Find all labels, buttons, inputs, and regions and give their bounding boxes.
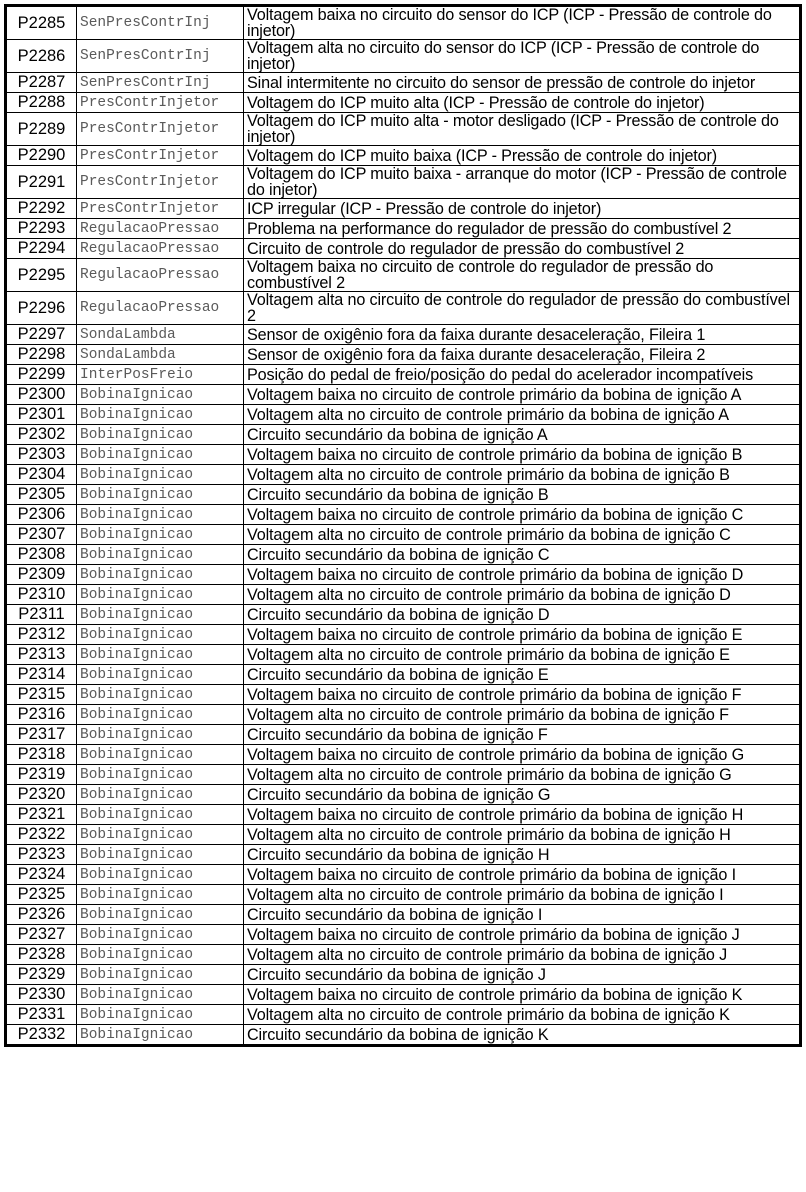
table-row <box>6 166 801 199</box>
module-name-cell: BobinaIgnicao <box>77 665 244 685</box>
dtc-code-cell: P2293 <box>6 219 77 239</box>
description-cell: Voltagem alta no circuito de controle primário da bobina de ignição H <box>244 825 801 845</box>
module-name-cell: BobinaIgnicao <box>77 965 244 985</box>
module-name-cell: SondaLambda <box>77 345 244 365</box>
dtc-code-cell: P2322 <box>6 825 77 845</box>
description-cell: Circuito secundário da bobina de ignição E <box>244 665 801 685</box>
description-cell: Voltagem baixa no circuito de controle primário da bobina de ignição D <box>244 565 801 585</box>
dtc-code-cell: P2328 <box>6 945 77 965</box>
table-row <box>6 219 801 239</box>
dtc-table-body <box>6 6 801 1046</box>
dtc-code-table <box>4 4 802 1047</box>
table-row <box>6 239 801 259</box>
dtc-code-cell: P2308 <box>6 545 77 565</box>
module-name-cell: PresContrInjetor <box>77 166 244 199</box>
module-name-cell: BobinaIgnicao <box>77 845 244 865</box>
description-cell: Voltagem baixa no circuito de controle primário da bobina de ignição F <box>244 685 801 705</box>
description-cell: Circuito secundário da bobina de ignição H <box>244 845 801 865</box>
description-cell: Voltagem baixa no circuito de controle primário da bobina de ignição I <box>244 865 801 885</box>
dtc-code-cell: P2299 <box>6 365 77 385</box>
dtc-code-cell: P2297 <box>6 325 77 345</box>
table-row <box>6 40 801 73</box>
module-name-cell: PresContrInjetor <box>77 113 244 146</box>
module-name-cell: BobinaIgnicao <box>77 905 244 925</box>
dtc-code-cell: P2294 <box>6 239 77 259</box>
table-row <box>6 365 801 385</box>
dtc-code-cell: P2295 <box>6 259 77 292</box>
description-cell: Voltagem baixa no circuito de controle primário da bobina de ignição H <box>244 805 801 825</box>
module-name-cell: RegulacaoPressao <box>77 292 244 325</box>
dtc-code-cell: P2298 <box>6 345 77 365</box>
table-row <box>6 505 801 525</box>
module-name-cell: BobinaIgnicao <box>77 765 244 785</box>
table-row <box>6 925 801 945</box>
table-row <box>6 585 801 605</box>
description-cell: Voltagem baixa no circuito de controle primário da bobina de ignição A <box>244 385 801 405</box>
table-row <box>6 845 801 865</box>
module-name-cell: BobinaIgnicao <box>77 985 244 1005</box>
module-name-cell: BobinaIgnicao <box>77 825 244 845</box>
description-cell: Voltagem alta no circuito de controle primário da bobina de ignição J <box>244 945 801 965</box>
module-name-cell: RegulacaoPressao <box>77 219 244 239</box>
dtc-code-cell: P2332 <box>6 1025 77 1046</box>
dtc-code-cell: P2302 <box>6 425 77 445</box>
dtc-code-cell: P2326 <box>6 905 77 925</box>
table-row <box>6 865 801 885</box>
module-name-cell: BobinaIgnicao <box>77 885 244 905</box>
description-cell: Voltagem alta no circuito de controle primário da bobina de ignição C <box>244 525 801 545</box>
table-row <box>6 945 801 965</box>
dtc-code-cell: P2286 <box>6 40 77 73</box>
description-cell: Circuito secundário da bobina de ignição F <box>244 725 801 745</box>
table-row <box>6 1005 801 1025</box>
description-cell: Voltagem do ICP muito baixa - arranque do motor (ICP - Pressão de controle do injetor) <box>244 166 801 199</box>
table-row <box>6 445 801 465</box>
dtc-code-cell: P2313 <box>6 645 77 665</box>
module-name-cell: BobinaIgnicao <box>77 1025 244 1046</box>
module-name-cell: RegulacaoPressao <box>77 239 244 259</box>
description-cell: Voltagem do ICP muito alta (ICP - Pressão de controle do injetor) <box>244 93 801 113</box>
dtc-code-cell: P2327 <box>6 925 77 945</box>
dtc-code-cell: P2290 <box>6 146 77 166</box>
dtc-code-cell: P2319 <box>6 765 77 785</box>
dtc-code-cell: P2301 <box>6 405 77 425</box>
dtc-code-cell: P2288 <box>6 93 77 113</box>
module-name-cell: BobinaIgnicao <box>77 585 244 605</box>
module-name-cell: InterPosFreio <box>77 365 244 385</box>
dtc-code-cell: P2300 <box>6 385 77 405</box>
dtc-code-cell: P2304 <box>6 465 77 485</box>
description-cell: Sensor de oxigênio fora da faixa durante desaceleração, Fileira 1 <box>244 325 801 345</box>
module-name-cell: BobinaIgnicao <box>77 605 244 625</box>
dtc-code-cell: P2330 <box>6 985 77 1005</box>
table-row <box>6 905 801 925</box>
module-name-cell: BobinaIgnicao <box>77 505 244 525</box>
description-cell: Voltagem baixa no circuito de controle primário da bobina de ignição G <box>244 745 801 765</box>
table-row <box>6 885 801 905</box>
description-cell: Problema na performance do regulador de pressão do combustível 2 <box>244 219 801 239</box>
description-cell: Sinal intermitente no circuito do sensor de pressão de controle do injetor <box>244 73 801 93</box>
table-row <box>6 73 801 93</box>
module-name-cell: RegulacaoPressao <box>77 259 244 292</box>
table-row <box>6 985 801 1005</box>
module-name-cell: SenPresContrInj <box>77 40 244 73</box>
description-cell: Circuito secundário da bobina de ignição I <box>244 905 801 925</box>
module-name-cell: BobinaIgnicao <box>77 865 244 885</box>
description-cell: Voltagem alta no circuito de controle primário da bobina de ignição I <box>244 885 801 905</box>
table-row <box>6 93 801 113</box>
module-name-cell: BobinaIgnicao <box>77 485 244 505</box>
table-row <box>6 825 801 845</box>
table-row <box>6 199 801 219</box>
description-cell: Voltagem baixa no circuito de controle primário da bobina de ignição J <box>244 925 801 945</box>
table-row <box>6 565 801 585</box>
dtc-code-cell: P2312 <box>6 625 77 645</box>
description-cell: Voltagem do ICP muito baixa (ICP - Pressão de controle do injetor) <box>244 146 801 166</box>
table-row <box>6 725 801 745</box>
dtc-code-cell: P2331 <box>6 1005 77 1025</box>
description-cell: Voltagem alta no circuito de controle do regulador de pressão do combustível 2 <box>244 292 801 325</box>
module-name-cell: BobinaIgnicao <box>77 545 244 565</box>
description-cell: Voltagem alta no circuito de controle primário da bobina de ignição K <box>244 1005 801 1025</box>
module-name-cell: PresContrInjetor <box>77 146 244 166</box>
module-name-cell: BobinaIgnicao <box>77 745 244 765</box>
dtc-code-cell: P2289 <box>6 113 77 146</box>
description-cell: Voltagem alta no circuito de controle primário da bobina de ignição A <box>244 405 801 425</box>
dtc-code-cell: P2296 <box>6 292 77 325</box>
description-cell: Voltagem baixa no circuito de controle do regulador de pressão do combustível 2 <box>244 259 801 292</box>
table-row <box>6 425 801 445</box>
dtc-code-cell: P2292 <box>6 199 77 219</box>
table-row <box>6 665 801 685</box>
module-name-cell: BobinaIgnicao <box>77 645 244 665</box>
description-cell: ICP irregular (ICP - Pressão de controle do injetor) <box>244 199 801 219</box>
description-cell: Circuito secundário da bobina de ignição B <box>244 485 801 505</box>
dtc-code-cell: P2315 <box>6 685 77 705</box>
module-name-cell: SenPresContrInj <box>77 73 244 93</box>
description-cell: Voltagem baixa no circuito de controle primário da bobina de ignição E <box>244 625 801 645</box>
table-row <box>6 405 801 425</box>
module-name-cell: BobinaIgnicao <box>77 1005 244 1025</box>
dtc-code-cell: P2285 <box>6 6 77 40</box>
dtc-code-cell: P2320 <box>6 785 77 805</box>
description-cell: Voltagem alta no circuito de controle primário da bobina de ignição B <box>244 465 801 485</box>
table-row <box>6 113 801 146</box>
module-name-cell: BobinaIgnicao <box>77 945 244 965</box>
table-row <box>6 345 801 365</box>
module-name-cell: BobinaIgnicao <box>77 385 244 405</box>
table-row <box>6 385 801 405</box>
description-cell: Circuito secundário da bobina de ignição K <box>244 1025 801 1046</box>
dtc-code-cell: P2287 <box>6 73 77 93</box>
description-cell: Voltagem do ICP muito alta - motor desligado (ICP - Pressão de controle do injetor) <box>244 113 801 146</box>
table-row <box>6 325 801 345</box>
module-name-cell: BobinaIgnicao <box>77 725 244 745</box>
dtc-code-cell: P2309 <box>6 565 77 585</box>
dtc-code-cell: P2317 <box>6 725 77 745</box>
module-name-cell: PresContrInjetor <box>77 199 244 219</box>
dtc-code-cell: P2325 <box>6 885 77 905</box>
dtc-code-cell: P2311 <box>6 605 77 625</box>
module-name-cell: BobinaIgnicao <box>77 405 244 425</box>
description-cell: Voltagem baixa no circuito do sensor do ICP (ICP - Pressão de controle do injetor) <box>244 6 801 40</box>
module-name-cell: BobinaIgnicao <box>77 465 244 485</box>
description-cell: Posição do pedal de freio/posição do pedal do acelerador incompatíveis <box>244 365 801 385</box>
description-cell: Voltagem alta no circuito de controle primário da bobina de ignição D <box>244 585 801 605</box>
dtc-code-cell: P2307 <box>6 525 77 545</box>
module-name-cell: BobinaIgnicao <box>77 525 244 545</box>
description-cell: Circuito secundário da bobina de ignição D <box>244 605 801 625</box>
module-name-cell: PresContrInjetor <box>77 93 244 113</box>
table-row <box>6 146 801 166</box>
dtc-code-cell: P2306 <box>6 505 77 525</box>
table-row <box>6 705 801 725</box>
table-row <box>6 765 801 785</box>
table-row <box>6 292 801 325</box>
module-name-cell: BobinaIgnicao <box>77 565 244 585</box>
description-cell: Circuito de controle do regulador de pressão do combustível 2 <box>244 239 801 259</box>
dtc-code-cell: P2314 <box>6 665 77 685</box>
description-cell: Circuito secundário da bobina de ignição C <box>244 545 801 565</box>
table-row <box>6 685 801 705</box>
table-row <box>6 485 801 505</box>
dtc-code-cell: P2323 <box>6 845 77 865</box>
description-cell: Voltagem alta no circuito de controle primário da bobina de ignição G <box>244 765 801 785</box>
description-cell: Circuito secundário da bobina de ignição G <box>244 785 801 805</box>
table-row <box>6 785 801 805</box>
description-cell: Voltagem baixa no circuito de controle primário da bobina de ignição C <box>244 505 801 525</box>
module-name-cell: BobinaIgnicao <box>77 625 244 645</box>
table-row <box>6 745 801 765</box>
dtc-code-cell: P2316 <box>6 705 77 725</box>
description-cell: Sensor de oxigênio fora da faixa durante desaceleração, Fileira 2 <box>244 345 801 365</box>
module-name-cell: BobinaIgnicao <box>77 685 244 705</box>
dtc-code-cell: P2324 <box>6 865 77 885</box>
module-name-cell: SenPresContrInj <box>77 6 244 40</box>
description-cell: Voltagem alta no circuito de controle primário da bobina de ignição E <box>244 645 801 665</box>
table-row <box>6 525 801 545</box>
dtc-code-cell: P2305 <box>6 485 77 505</box>
description-cell: Voltagem baixa no circuito de controle primário da bobina de ignição B <box>244 445 801 465</box>
table-row <box>6 6 801 40</box>
dtc-code-cell: P2329 <box>6 965 77 985</box>
table-row <box>6 259 801 292</box>
module-name-cell: BobinaIgnicao <box>77 925 244 945</box>
description-cell: Circuito secundário da bobina de ignição J <box>244 965 801 985</box>
module-name-cell: BobinaIgnicao <box>77 805 244 825</box>
dtc-code-cell: P2310 <box>6 585 77 605</box>
table-row <box>6 605 801 625</box>
table-row <box>6 645 801 665</box>
module-name-cell: BobinaIgnicao <box>77 425 244 445</box>
dtc-code-cell: P2291 <box>6 166 77 199</box>
dtc-code-cell: P2303 <box>6 445 77 465</box>
module-name-cell: BobinaIgnicao <box>77 705 244 725</box>
description-cell: Voltagem alta no circuito do sensor do ICP (ICP - Pressão de controle do injetor) <box>244 40 801 73</box>
module-name-cell: SondaLambda <box>77 325 244 345</box>
table-row <box>6 465 801 485</box>
table-row <box>6 545 801 565</box>
dtc-code-cell: P2318 <box>6 745 77 765</box>
table-row <box>6 805 801 825</box>
table-row <box>6 965 801 985</box>
dtc-code-cell: P2321 <box>6 805 77 825</box>
description-cell: Voltagem baixa no circuito de controle primário da bobina de ignição K <box>244 985 801 1005</box>
description-cell: Circuito secundário da bobina de ignição A <box>244 425 801 445</box>
table-row <box>6 625 801 645</box>
document-page <box>4 4 802 1047</box>
module-name-cell: BobinaIgnicao <box>77 785 244 805</box>
table-row <box>6 1025 801 1046</box>
module-name-cell: BobinaIgnicao <box>77 445 244 465</box>
description-cell: Voltagem alta no circuito de controle primário da bobina de ignição F <box>244 705 801 725</box>
